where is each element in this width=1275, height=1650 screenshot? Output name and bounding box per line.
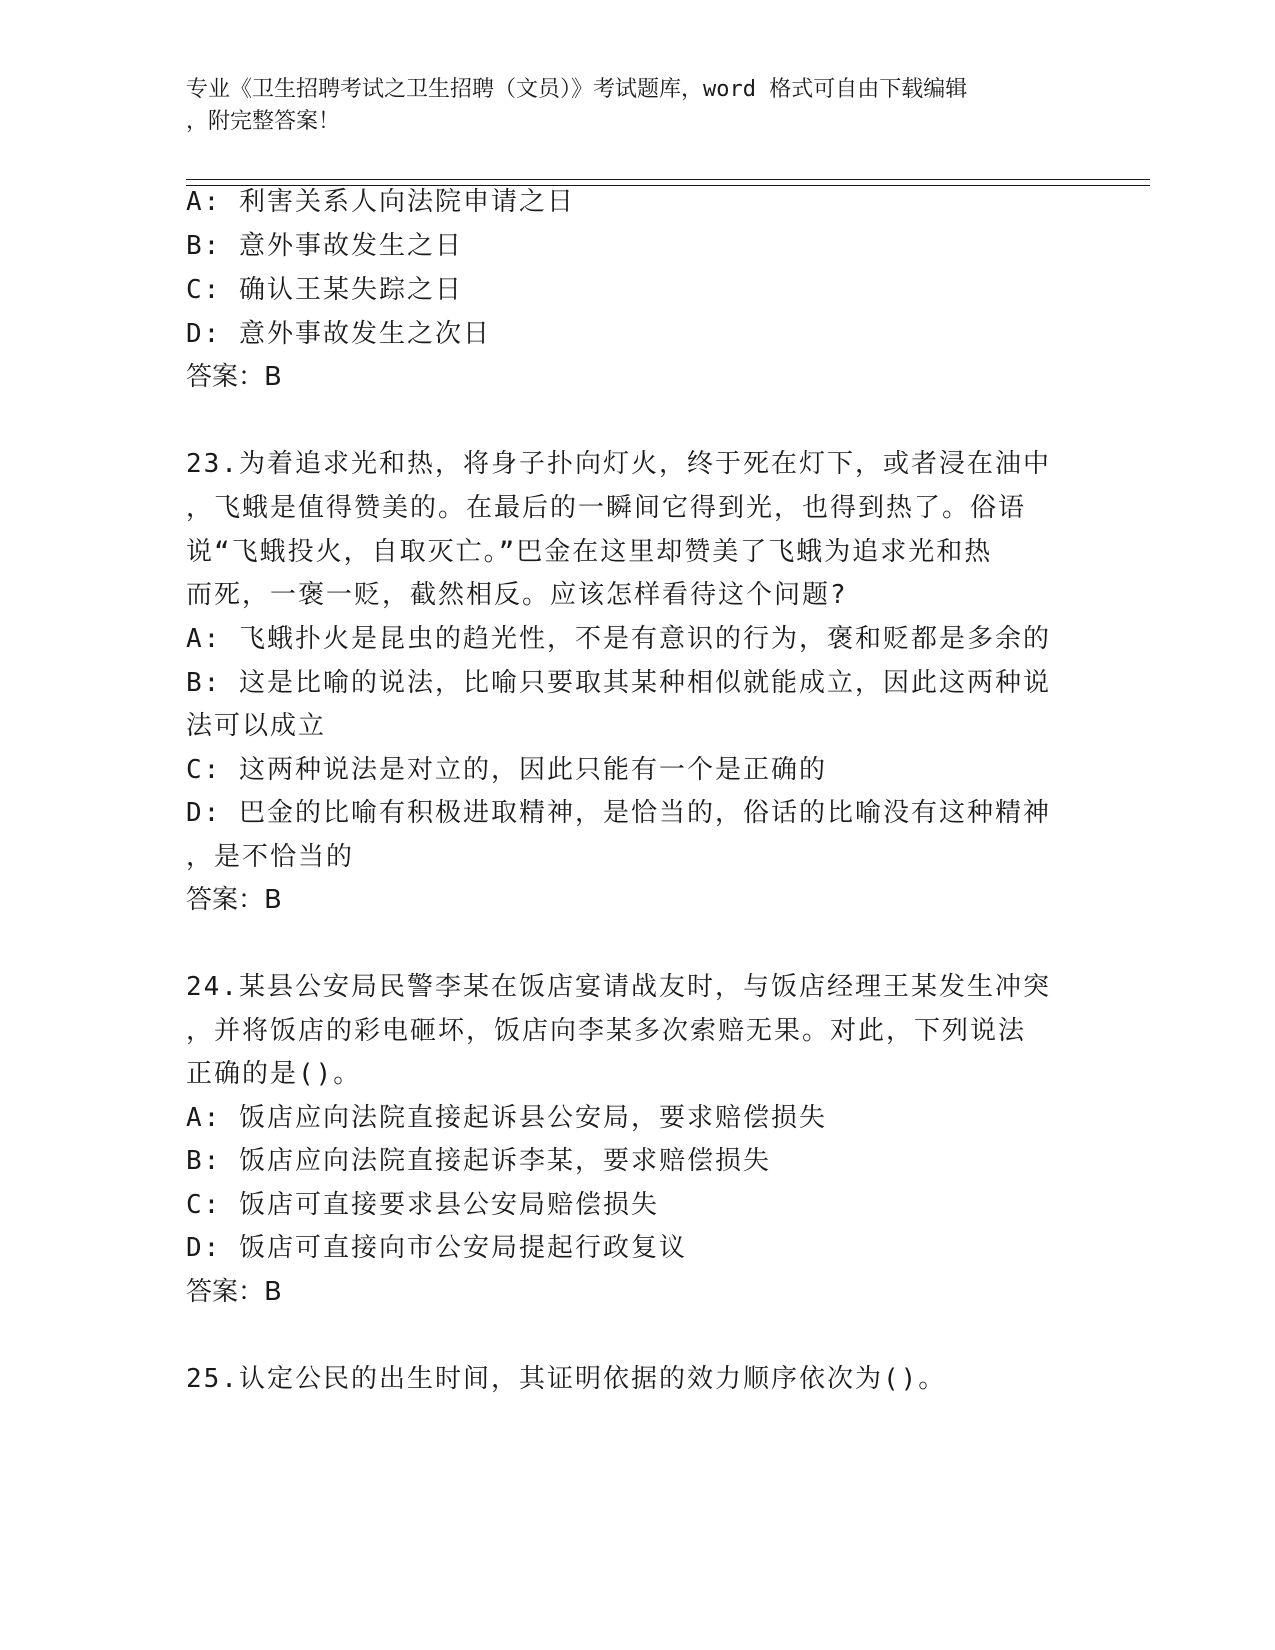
option-c: C: 确认王某失踪之日 bbox=[186, 275, 463, 305]
option-d: D: 饭店可直接向市公安局提起行政复议 bbox=[186, 1233, 687, 1263]
question-stem-line: 23.为着追求光和热，将身子扑向灯火，终于死在灯下，或者浸在油中 bbox=[186, 449, 1051, 479]
option-b-continued: 法可以成立 bbox=[186, 711, 327, 741]
option-d-continued: ，是不恰当的 bbox=[186, 842, 355, 872]
question-stem-line: 正确的是()。 bbox=[186, 1059, 362, 1089]
header-line-1: 专业《卫生招聘考试之卫生招聘（文员）》考试题库，word 格式可自由下载编辑 bbox=[186, 77, 968, 102]
answer-label: 答案：B bbox=[186, 885, 282, 915]
question-stem-line: 说“飞蛾投火，自取灭亡。”巴金在这里却赞美了飞蛾为追求光和热 bbox=[186, 537, 993, 567]
option-a: A: 饭店应向法院直接起诉县公安局，要求赔偿损失 bbox=[186, 1103, 827, 1133]
question-stem-line: ，飞蛾是值得赞美的。在最后的一瞬间它得到光，也得到热了。俗语 bbox=[186, 493, 1027, 523]
question-stem-line: 24.某县公安局民警李某在饭店宴请战友时，与饭店经理王某发生冲突 bbox=[186, 972, 1051, 1002]
question-stem-line: 而死，一褒一贬，截然相反。应该怎样看待这个问题? bbox=[186, 580, 848, 610]
option-c: C: 这两种说法是对立的，因此只能有一个是正确的 bbox=[186, 755, 827, 785]
header-divider-bottom bbox=[186, 185, 1150, 186]
header-divider-top bbox=[186, 179, 1150, 180]
question-stem-line: ，并将饭店的彩电砸坏，饭店向李某多次索赔无果。对此，下列说法 bbox=[186, 1016, 1027, 1046]
option-a: A: 利害关系人向法院申请之日 bbox=[186, 187, 575, 217]
option-a: A: 飞蛾扑火是昆虫的趋光性，不是有意识的行为，褒和贬都是多余的 bbox=[186, 624, 1051, 654]
option-c: C: 饭店可直接要求县公安局赔偿损失 bbox=[186, 1190, 659, 1220]
option-b: B: 饭店应向法院直接起诉李某，要求赔偿损失 bbox=[186, 1146, 771, 1176]
header-line-2: ，附完整答案！ bbox=[186, 109, 341, 134]
question-stem-line: 25.认定公民的出生时间，其证明依据的效力顺序依次为()。 bbox=[186, 1364, 947, 1394]
document-header bbox=[186, 74, 1086, 138]
option-d: D: 意外事故发生之次日 bbox=[186, 319, 491, 349]
answer-label: 答案：B bbox=[186, 362, 282, 392]
option-b: B: 意外事故发生之日 bbox=[186, 231, 463, 261]
answer-label: 答案：B bbox=[186, 1277, 282, 1307]
option-d: D: 巴金的比喻有积极进取精神，是恰当的，俗话的比喻没有这种精神 bbox=[186, 798, 1051, 828]
option-b: B: 这是比喻的说法，比喻只要取其某种相似就能成立，因此这两种说 bbox=[186, 668, 1051, 698]
